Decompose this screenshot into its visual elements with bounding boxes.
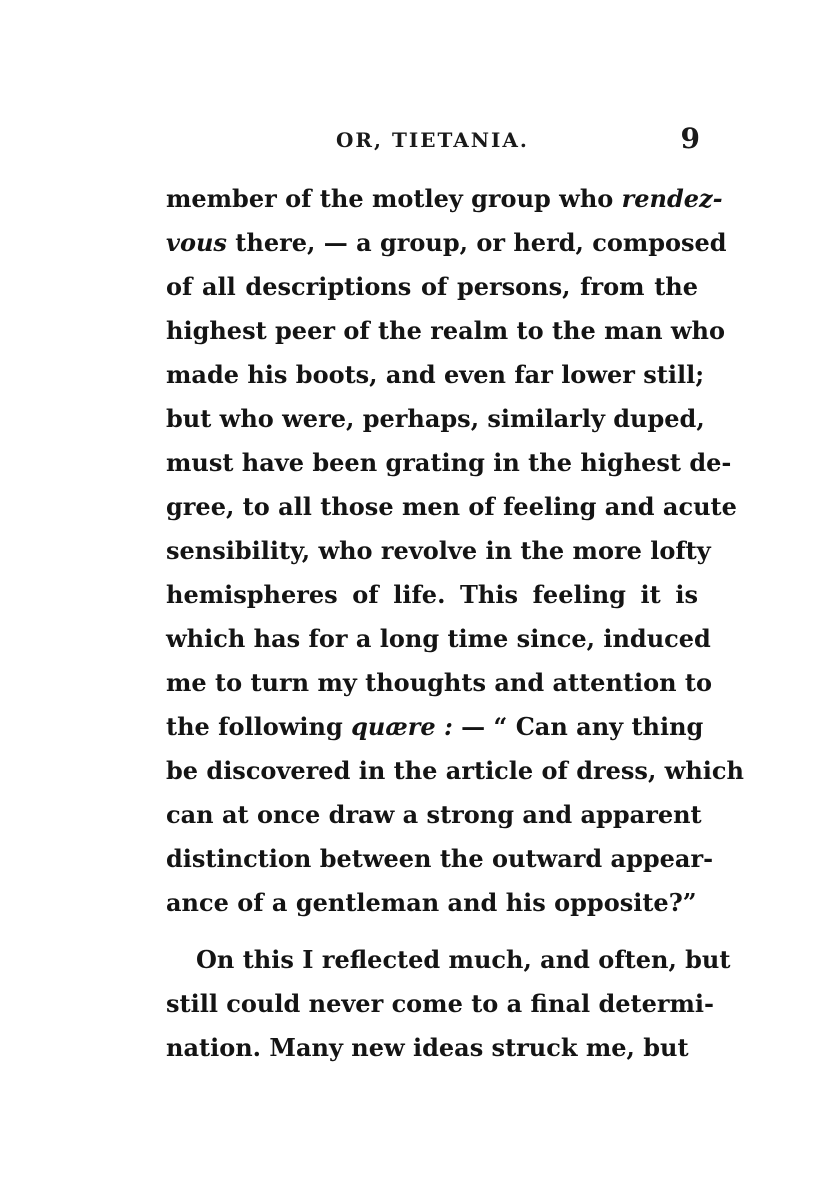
- running-title: OR, TIETANIA.: [336, 128, 529, 152]
- text-line: [166, 617, 711, 661]
- text-line: [166, 441, 732, 485]
- text-line: [166, 529, 711, 573]
- text-line: [166, 793, 702, 837]
- text-line: [166, 705, 704, 749]
- text-line: [166, 177, 723, 221]
- text-run: nation. Many new ideas struck me, but: [166, 1033, 689, 1062]
- text-run: sensibility, who revolve in the more lofty: [166, 536, 711, 565]
- text-line: [166, 397, 705, 441]
- italic-text: quære :: [351, 712, 453, 741]
- text-run: me to turn my thoughts and attention to: [166, 668, 713, 697]
- text-line: [166, 353, 705, 397]
- text-run: there, — a group, or herd, composed: [226, 228, 727, 257]
- text-line: [166, 309, 725, 353]
- text-line: [166, 485, 737, 529]
- body-text: [166, 177, 744, 1070]
- page-number: 9: [680, 122, 700, 155]
- text-line: [166, 938, 731, 982]
- text-line: [166, 837, 714, 881]
- paragraph: [166, 938, 731, 1070]
- italic-text: rendez-: [621, 184, 723, 213]
- text-run: which has for a long time since, induced: [166, 624, 711, 653]
- text-run: ance of a gentleman and his opposite?”: [166, 888, 697, 917]
- text-run: made his boots, and even far lower still;: [166, 360, 705, 389]
- text-run: must have been grating in the highest de-: [166, 448, 732, 477]
- text-line: [166, 265, 698, 309]
- text-line: [166, 661, 713, 705]
- text-run: gree, to all those men of feeling and acute: [166, 492, 737, 521]
- paragraph: [166, 177, 744, 925]
- text-run: the following: [166, 712, 352, 741]
- text-run: On this I reflected much, and often, but: [196, 945, 731, 974]
- text-run: of all descriptions of persons, from the: [166, 272, 698, 301]
- text-run: hemispheres of life. This feeling it is: [166, 580, 698, 609]
- page-header: [160, 124, 700, 164]
- text-line: [166, 573, 698, 617]
- text-run: but who were, perhaps, similarly duped,: [166, 404, 705, 433]
- italic-text: vous: [166, 228, 227, 257]
- paragraph-gap: [166, 925, 698, 938]
- text-line: [166, 881, 698, 925]
- text-line: [166, 982, 715, 1026]
- text-line: [166, 221, 727, 265]
- text-run: still could never come to a final determi-: [166, 989, 715, 1018]
- text-run: member of the motley group who: [166, 184, 622, 213]
- text-run: highest peer of the realm to the man who: [166, 316, 725, 345]
- text-line: [166, 1026, 698, 1070]
- text-run: be discovered in the article of dress, which: [166, 756, 744, 785]
- text-run: distinction between the outward appear-: [166, 844, 714, 873]
- text-run: can at once draw a strong and apparent: [166, 800, 702, 829]
- text-line: [166, 749, 744, 793]
- text-run: — “ Can any thing: [452, 712, 704, 741]
